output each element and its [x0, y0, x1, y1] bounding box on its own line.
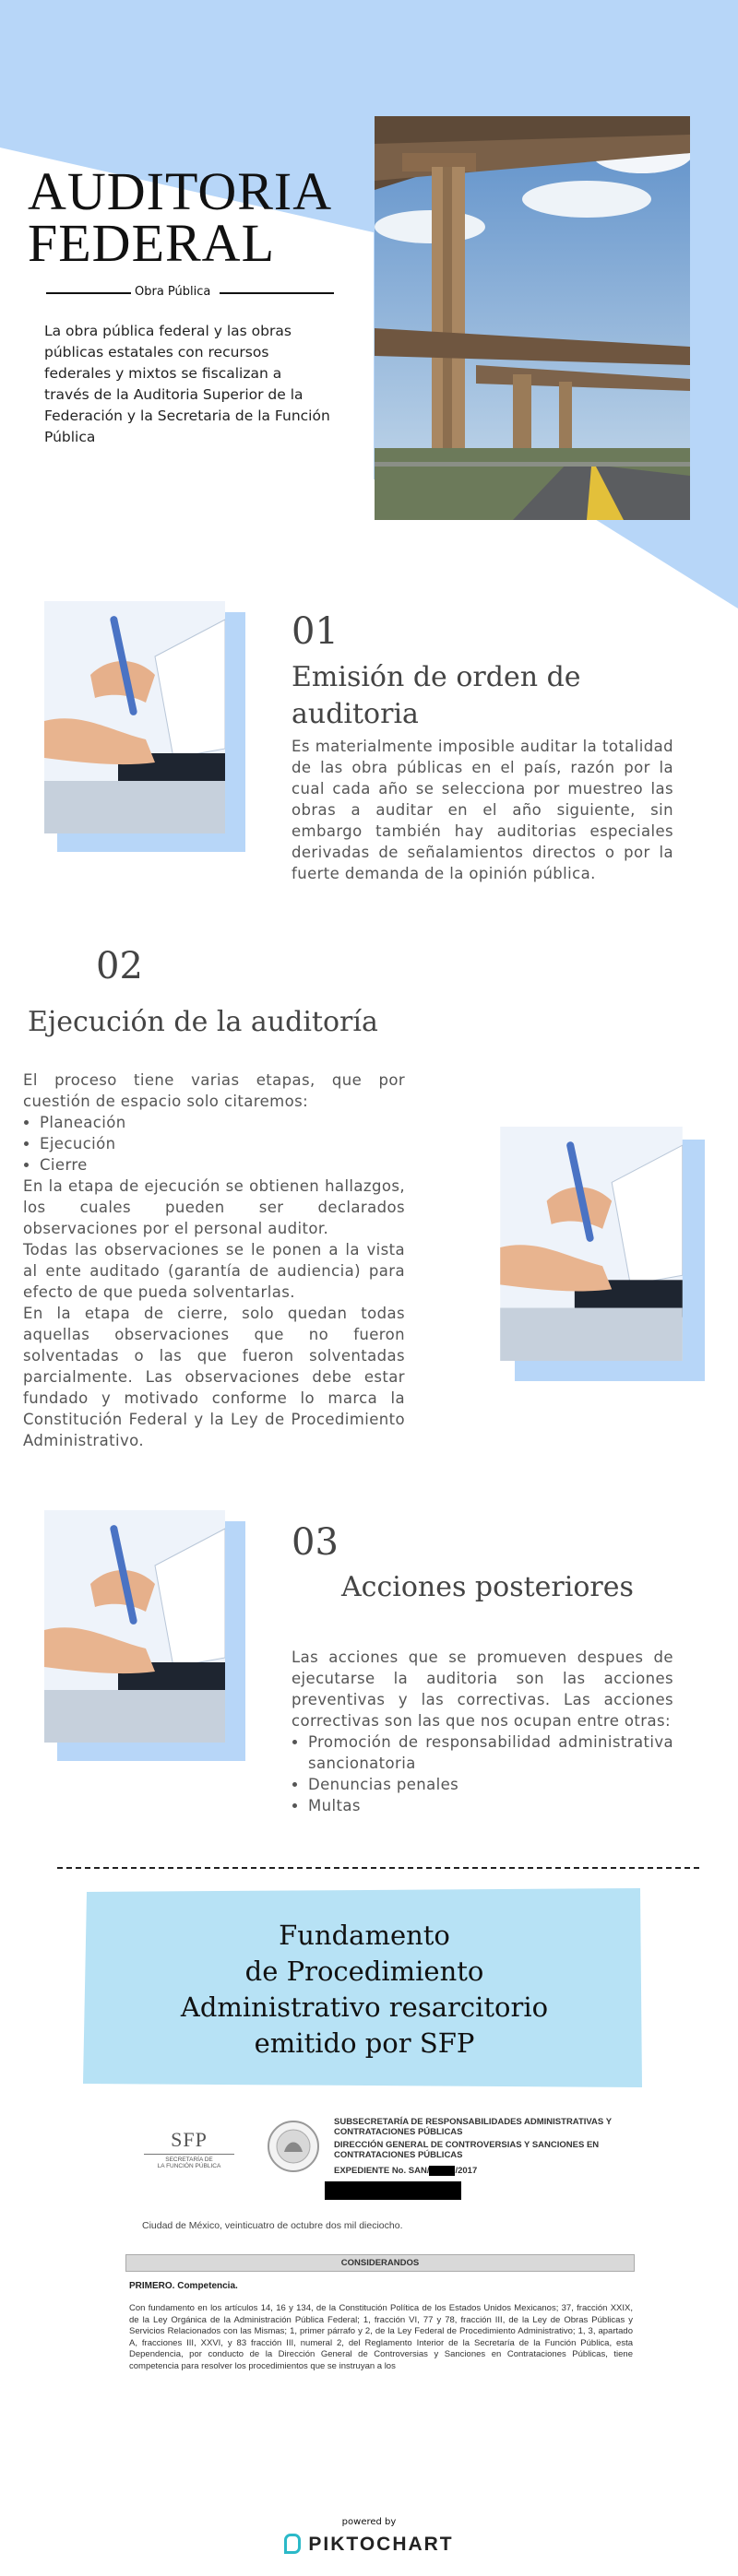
hero-subtitle: Obra Pública: [46, 282, 332, 304]
section-title-03: Acciones posteriores: [341, 1571, 634, 1603]
sfp-logo: SFP SECRETARÍA DE LA FUNCIÓN PÚBLICA: [138, 2128, 240, 2169]
piktochart-p-icon: [284, 2534, 301, 2554]
scanned-document: [0, 2102, 738, 2406]
section-title-02: Ejecución de la auditoría: [28, 1006, 378, 1038]
hero-description: La obra pública federal y las obras públicas estatales con recursos federales y mixtos se fiscalizan a través de la Auditoria Superior de la Federación y la Secretaria de la Función Pública: [44, 323, 330, 445]
section-number-01: 01: [292, 610, 339, 653]
handshake-document-photo: [44, 601, 225, 833]
list-item: • Cierre: [40, 1154, 405, 1176]
section-number-02: 02: [96, 945, 143, 987]
handshake-document-photo: [44, 1510, 225, 1743]
list-item: • Ejecución: [40, 1133, 405, 1154]
piktochart-logo[interactable]: PIKTOCHART: [0, 2534, 738, 2556]
list-item: • Denuncias penales: [308, 1774, 673, 1795]
section-body-02: [23, 1069, 405, 1451]
list-item: • Promoción de responsabilidad administrativa sancionatoria: [308, 1731, 673, 1774]
section2-paragraph: En la etapa de cierre, solo quedan todas aquellas observaciones que no fueron solventadas o las que fueron solventadas parcialmente. Las observaciones debe estar fundado y motivado conforme lo marca la Constitución Federal y la Ley de Procedimiento Administrativo.: [23, 1305, 405, 1449]
list-item: • Multas: [308, 1795, 673, 1816]
powered-by-text: powered by: [341, 2517, 397, 2527]
section-body-01: Es materialmente imposible auditar la totalidad de las obra públicas en el país, razón por la cual cada año se selecciona por muestreo las obras a auditar en el año siguiente, sin embargo también hay auditorias especiales derivadas de señalamientos directos o por la fuerte demanda de la opinión pública.: [292, 738, 673, 882]
redaction-mark: [429, 2166, 455, 2176]
section3-intro: Las acciones que se promueven despues de ejecutarse la auditoria son las acciones preventivas y las correctivas. Las acciones correctivas son las que nos ocupan entre otras:: [292, 1648, 673, 1730]
highway-photo: [375, 116, 690, 520]
considerandos-bar: CONSIDERANDOS: [125, 2254, 635, 2272]
coat-of-arms-icon: [266, 2119, 321, 2174]
section-title-01: Emisión de orden de auditoria: [292, 661, 581, 730]
fundamento-title: Fundamento de Procedimiento Administrativo resarcitorio emitido por SFP: [180, 1920, 549, 2059]
document-body: Con fundamento en los artículos 14, 16 y 134, de la Constitución Política de los Estados Unidos Mexicanos; 37, fracción XXIX, de la Ley Orgánica de la Administración Pública Federal; 1, fracción VI, 77 y 78, fracción III, de la Ley de Obras Públicas y Servicios Relacionados con las Mismas; 1, primer párrafo y 2, de la Ley Federal de Procedimiento Administrativo; 1, 3, apartado A, fracciones III, XXVI, y 83 fracción III, numeral 2, del Reglamento Interior de la Secretaría de la Función Pública, esta Dependencia, por conducto de la Dirección General de Controversias y Sanciones en Contrataciones Públicas, tiene competencia para resolver los procedimientos que se instruyan a los: [129, 2303, 633, 2371]
handshake-document-photo: [500, 1127, 683, 1361]
document-date: Ciudad de México, veinticuatro de octubre dos mil dieciocho.: [142, 2220, 403, 2231]
dashed-divider: [57, 1867, 699, 1869]
section-body-03: [292, 1647, 673, 1816]
section2-paragraph: Todas las observaciones se le ponen a la vista al ente auditado (garantía de audiencia) para efecto de que pueda solventarlas.: [23, 1241, 405, 1301]
stage-list: [23, 1112, 405, 1176]
document-header: SUBSECRETARÍA DE RESPONSABILIDADES ADMINISTRATIVAS Y CONTRATACIONES PÚBLICAS DIRECCIÓN GENERAL DE CONTROVERSIAS Y SANCIONES EN CONTRATACIONES PÚBLICAS EXPEDIENTE No. SAN/ /2017: [334, 2117, 612, 2177]
section2-paragraph: En la etapa de ejecución se obtienen hallazgos, los cuales pueden ser declarados observaciones por el personal auditor.: [23, 1177, 405, 1237]
page-title: AUDITORIA FEDERAL: [28, 161, 333, 273]
section-number-03: 03: [292, 1521, 339, 1564]
section2-intro: El proceso tiene varias etapas, que por cuestión de espacio solo citaremos:: [23, 1071, 405, 1110]
primero-heading: PRIMERO. Competencia.: [129, 2281, 238, 2291]
actions-list: [292, 1731, 673, 1816]
redaction-mark: [325, 2181, 461, 2200]
list-item: • Planeación: [40, 1112, 405, 1133]
